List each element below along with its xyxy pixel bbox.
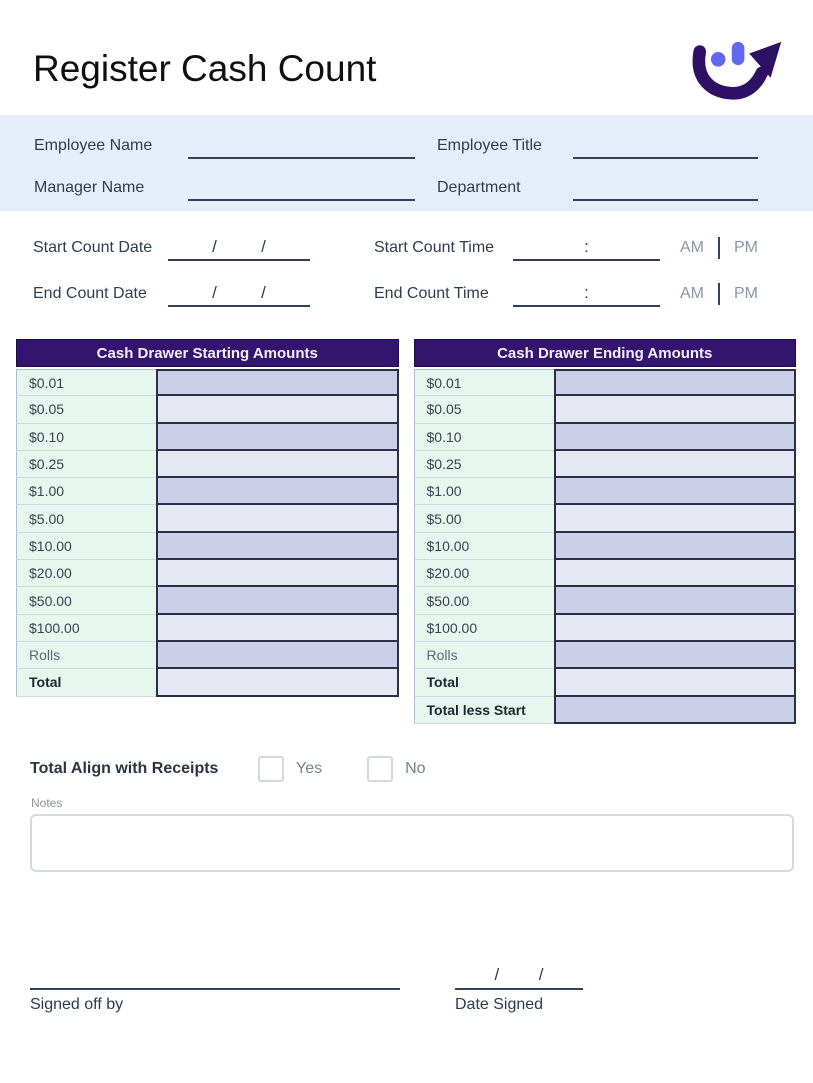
notes-label: Notes <box>31 795 63 810</box>
amount-cell[interactable] <box>554 424 797 451</box>
amount-cell[interactable] <box>554 642 797 669</box>
amount-cell[interactable] <box>156 396 399 423</box>
table-row <box>16 560 399 587</box>
start-count-date-label: Start Count Date <box>33 239 153 256</box>
denomination-label: Rolls <box>16 642 156 669</box>
denomination-label: $20.00 <box>414 560 554 587</box>
table-row <box>414 533 797 560</box>
table-row <box>414 451 797 478</box>
amount-cell[interactable] <box>156 478 399 505</box>
amount-cell[interactable] <box>554 451 797 478</box>
denomination-label: $50.00 <box>414 587 554 614</box>
am-option[interactable]: AM <box>680 285 704 302</box>
count-datetime-section <box>0 211 813 311</box>
amount-cell[interactable] <box>554 669 797 696</box>
amount-cell[interactable] <box>156 369 399 396</box>
time-colon: : <box>584 237 589 256</box>
page-title: Register Cash Count <box>33 47 377 89</box>
denomination-label: $10.00 <box>414 533 554 560</box>
denomination-label: $5.00 <box>16 505 156 532</box>
employee-name-label: Employee Name <box>34 137 153 154</box>
amount-cell[interactable] <box>156 615 399 642</box>
start-count-time-field[interactable] <box>513 233 660 261</box>
denomination-label: Rolls <box>414 642 554 669</box>
denomination-label: $0.25 <box>414 451 554 478</box>
signed-off-by-label: Signed off by <box>30 995 124 1013</box>
employee-title-field[interactable] <box>573 133 758 159</box>
starting-amounts-table <box>16 339 399 697</box>
amount-cell[interactable] <box>554 615 797 642</box>
end-count-row <box>33 273 813 311</box>
amount-cell[interactable] <box>554 478 797 505</box>
amount-cell[interactable] <box>554 587 797 614</box>
receipts-align-section <box>0 756 813 782</box>
amount-cell[interactable] <box>554 533 797 560</box>
denomination-label: $10.00 <box>16 533 156 560</box>
start-count-row <box>33 227 813 265</box>
table-row <box>16 615 399 642</box>
starting-amounts-title: Cash Drawer Starting Amounts <box>16 339 399 367</box>
table-row <box>16 587 399 614</box>
denomination-label: $0.05 <box>414 396 554 423</box>
no-checkbox[interactable] <box>367 756 393 782</box>
table-row <box>414 369 797 396</box>
start-count-time-label: Start Count Time <box>374 239 495 256</box>
table-row <box>16 478 399 505</box>
table-row <box>414 615 797 642</box>
denomination-label: $50.00 <box>16 587 156 614</box>
denomination-label: Total less Start <box>414 697 554 724</box>
amount-cell[interactable] <box>554 697 797 724</box>
date-signed-label: Date Signed <box>455 995 544 1013</box>
employee-title-label: Employee Title <box>437 137 542 154</box>
manager-name-label: Manager Name <box>34 179 145 196</box>
pm-option[interactable]: PM <box>734 285 758 302</box>
amount-cell[interactable] <box>156 505 399 532</box>
no-label: No <box>405 759 426 777</box>
date-slash: / <box>212 283 217 302</box>
denomination-label: $1.00 <box>16 478 156 505</box>
ending-amounts-rows <box>414 369 797 724</box>
employee-row-2 <box>34 169 813 207</box>
starting-amounts-rows <box>16 369 399 697</box>
table-row <box>16 451 399 478</box>
ending-amounts-table <box>414 339 797 724</box>
table-row <box>414 505 797 532</box>
amount-cell[interactable] <box>156 669 399 696</box>
employee-name-field[interactable] <box>188 133 415 159</box>
table-row <box>16 642 399 669</box>
signoff-section <box>0 960 813 1014</box>
yes-checkbox[interactable] <box>258 756 284 782</box>
header <box>0 0 813 115</box>
amount-cell[interactable] <box>156 424 399 451</box>
time-colon: : <box>584 283 589 302</box>
signature-block <box>30 988 400 1014</box>
ampm-divider <box>718 237 720 259</box>
employee-info-section <box>0 115 813 211</box>
denomination-label: $5.00 <box>414 505 554 532</box>
table-row <box>16 505 399 532</box>
end-count-date-label: End Count Date <box>33 285 147 302</box>
denomination-label: $0.10 <box>16 424 156 451</box>
end-count-time-field[interactable] <box>513 279 660 307</box>
table-row <box>414 697 797 724</box>
denomination-label: $0.10 <box>414 424 554 451</box>
cash-drawer-tables <box>0 339 813 724</box>
table-row <box>16 369 399 396</box>
ending-amounts-title: Cash Drawer Ending Amounts <box>414 339 797 367</box>
table-row <box>414 424 797 451</box>
amount-cell[interactable] <box>156 533 399 560</box>
amount-cell[interactable] <box>156 560 399 587</box>
denomination-label: Total <box>414 669 554 696</box>
table-row <box>414 587 797 614</box>
receipts-align-label: Total Align with Receipts <box>30 759 219 777</box>
amount-cell[interactable] <box>554 505 797 532</box>
date-signed-slashes <box>455 960 583 988</box>
date-slash: / <box>261 283 266 302</box>
denomination-label: $100.00 <box>16 615 156 642</box>
amount-cell[interactable] <box>156 451 399 478</box>
amount-cell[interactable] <box>156 642 399 669</box>
notes-input[interactable] <box>30 814 794 872</box>
date-slash: / <box>212 237 217 256</box>
yes-label: Yes <box>296 759 323 777</box>
denomination-label: $0.05 <box>16 396 156 423</box>
table-row <box>16 669 399 696</box>
amount-cell[interactable] <box>554 560 797 587</box>
end-count-time-label: End Count Time <box>374 285 489 302</box>
date-slash: / <box>538 964 544 984</box>
denomination-label: $20.00 <box>16 560 156 587</box>
date-slash: / <box>494 964 500 984</box>
amount-cell[interactable] <box>156 587 399 614</box>
amount-cell[interactable] <box>554 396 797 423</box>
ampm-divider <box>718 283 720 305</box>
date-signed-block <box>455 960 583 1014</box>
table-row <box>414 396 797 423</box>
denomination-label: $0.25 <box>16 451 156 478</box>
date-slash: / <box>261 237 266 256</box>
manager-name-field[interactable] <box>188 175 415 201</box>
signature-field[interactable] <box>30 988 400 990</box>
date-signed-field[interactable] <box>455 988 583 990</box>
table-row <box>414 669 797 696</box>
end-count-date-field[interactable] <box>168 279 310 307</box>
start-count-date-field[interactable] <box>168 233 310 261</box>
table-row <box>414 560 797 587</box>
department-label: Department <box>437 179 521 196</box>
table-row <box>16 424 399 451</box>
table-row <box>414 478 797 505</box>
employee-row-1 <box>34 127 813 165</box>
denomination-label: $100.00 <box>414 615 554 642</box>
table-row <box>414 642 797 669</box>
denomination-label: Total <box>16 669 156 696</box>
table-row <box>16 396 399 423</box>
pm-option[interactable]: PM <box>734 239 758 256</box>
denomination-label: $0.01 <box>414 369 554 396</box>
am-option[interactable]: AM <box>680 239 704 256</box>
denomination-label: $0.01 <box>16 369 156 396</box>
smile-arrow-logo-icon <box>692 37 789 101</box>
amount-cell[interactable] <box>554 369 797 396</box>
denomination-label: $1.00 <box>414 478 554 505</box>
table-row <box>16 533 399 560</box>
department-field[interactable] <box>573 175 758 201</box>
